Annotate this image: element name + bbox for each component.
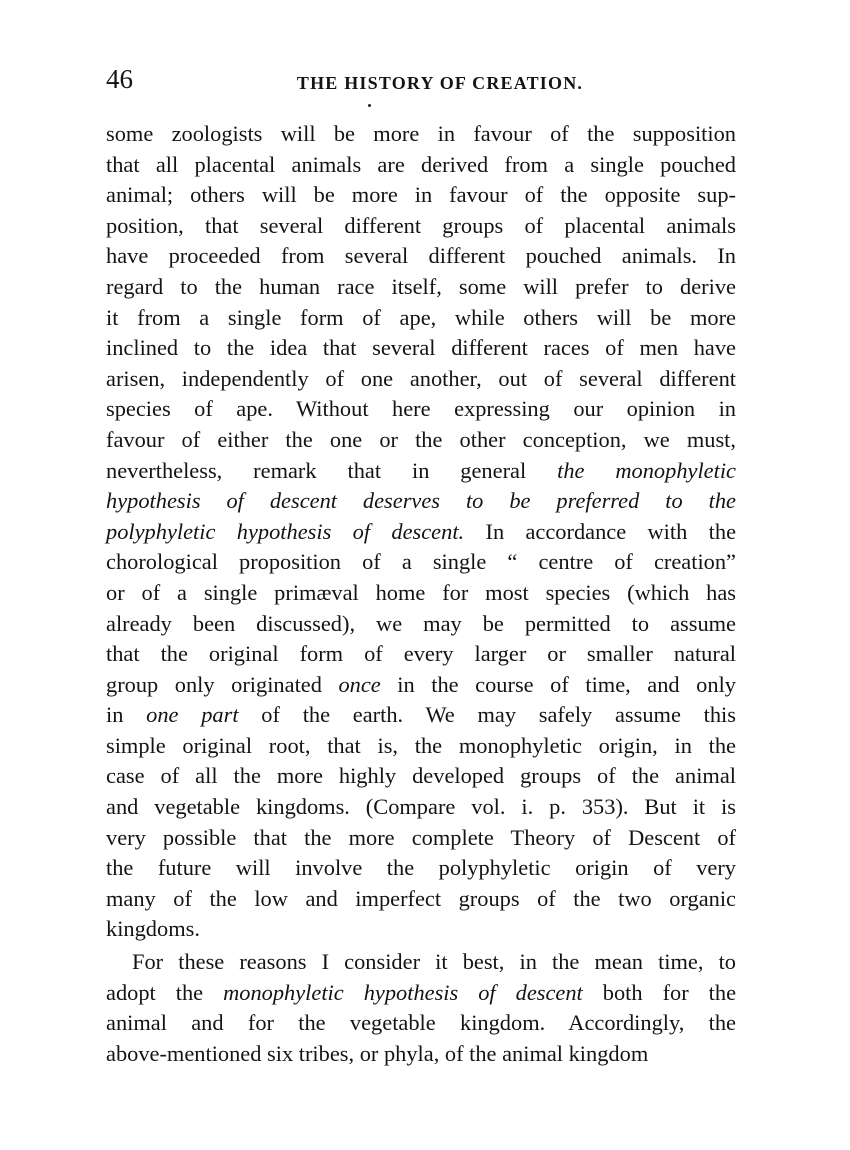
text-line	[106, 364, 736, 395]
text-line	[106, 609, 736, 640]
text-line	[106, 884, 736, 915]
italic-text: hypothesis of descent deserves to be preferred to the	[106, 488, 736, 514]
page-header	[104, 64, 736, 104]
page-number: 46	[106, 64, 133, 94]
text-run: above-mentioned six tribes, or phyla, of the animal kingdom	[106, 1040, 649, 1066]
text-run: of the earth. We may safely assume this	[238, 702, 736, 728]
text-run: the future will involve the polyphyletic origin of very	[106, 855, 736, 881]
text-run: chorological proposition of a single “ centre of creation”	[106, 549, 736, 575]
body-text	[106, 119, 736, 1069]
text-run: or of a single primæval home for most species (which has	[106, 579, 736, 605]
text-line	[106, 517, 736, 548]
text-line	[106, 241, 736, 272]
text-line	[106, 823, 736, 854]
text-run: position, that several different groups of placental animals	[106, 212, 736, 238]
text-line	[106, 1008, 736, 1039]
text-run: animal and for the vegetable kingdom. Accordingly, the	[106, 1010, 736, 1036]
text-run: it from a single form of ape, while others will be more	[106, 304, 736, 330]
text-line	[106, 578, 736, 609]
text-run: in	[106, 702, 147, 728]
text-run: kingdoms.	[106, 916, 200, 942]
text-run: arisen, independently of one another, out of several different	[106, 365, 736, 391]
italic-text: once	[338, 671, 381, 697]
text-line	[106, 150, 736, 181]
text-run: species of ape. Without here expressing our opinion in	[106, 396, 736, 422]
text-run: very possible that the more complete Theory of Descent of	[106, 824, 736, 850]
text-line	[106, 333, 736, 364]
italic-text: the monophyletic	[557, 457, 736, 483]
text-run: some zoologists will be more in favour of the supposition	[106, 121, 736, 146]
text-line	[106, 180, 736, 211]
text-run: that all placental animals are derived from a single pouched	[106, 151, 736, 177]
text-line	[106, 947, 736, 978]
text-run: nevertheless, remark that in general	[106, 457, 558, 483]
paragraph	[106, 119, 736, 945]
italic-text: monophyletic hypothesis of descent	[223, 979, 583, 1005]
running-title: THE HISTORY OF CREATION.	[296, 73, 584, 93]
text-line	[106, 731, 736, 762]
text-run: inclined to the idea that several different races of men have	[106, 335, 736, 361]
text-line	[106, 211, 736, 242]
text-run: adopt the	[106, 979, 224, 1005]
text-line	[106, 792, 736, 823]
text-run: In accordance with the	[464, 518, 737, 544]
text-run: animal; others will be more in favour of the opposite sup-	[106, 182, 736, 208]
paragraph	[106, 947, 736, 1069]
text-run: simple original root, that is, the monophyletic origin, in the	[106, 732, 736, 758]
text-run: case of all the more highly developed groups of the animal	[106, 763, 736, 789]
stray-mark	[368, 104, 371, 107]
text-line	[106, 547, 736, 578]
text-run: in the course of time, and only	[380, 671, 736, 697]
text-run: For these reasons I consider it best, in the mean time, to	[132, 949, 736, 975]
text-run: already been discussed), we may be permitted to assume	[106, 610, 736, 636]
text-run: and vegetable kingdoms. (Compare vol. i. p. 353). But it is	[106, 794, 736, 820]
text-line	[106, 670, 736, 701]
text-run: group only originated	[106, 671, 339, 697]
text-line	[106, 1039, 736, 1070]
text-line	[106, 700, 736, 731]
text-line	[106, 303, 736, 334]
text-line	[106, 119, 736, 150]
italic-text: one part	[146, 702, 239, 728]
text-run: many of the low and imperfect groups of the two organic	[106, 885, 736, 911]
italic-text: polyphyletic hypothesis of descent.	[106, 518, 465, 544]
text-line	[106, 853, 736, 884]
text-line	[106, 978, 736, 1009]
text-line	[106, 456, 736, 487]
text-line	[106, 425, 736, 456]
text-line	[106, 486, 736, 517]
text-line	[106, 761, 736, 792]
text-line	[106, 639, 736, 670]
text-run: regard to the human race itself, some will prefer to derive	[106, 273, 736, 299]
text-line	[106, 394, 736, 425]
text-run: have proceeded from several different pouched animals. In	[106, 243, 736, 269]
text-run: favour of either the one or the other conception, we must,	[106, 426, 736, 452]
text-line	[106, 914, 736, 945]
text-line	[106, 272, 736, 303]
text-run: that the original form of every larger or smaller natural	[106, 641, 736, 667]
text-run: both for the	[582, 979, 737, 1005]
